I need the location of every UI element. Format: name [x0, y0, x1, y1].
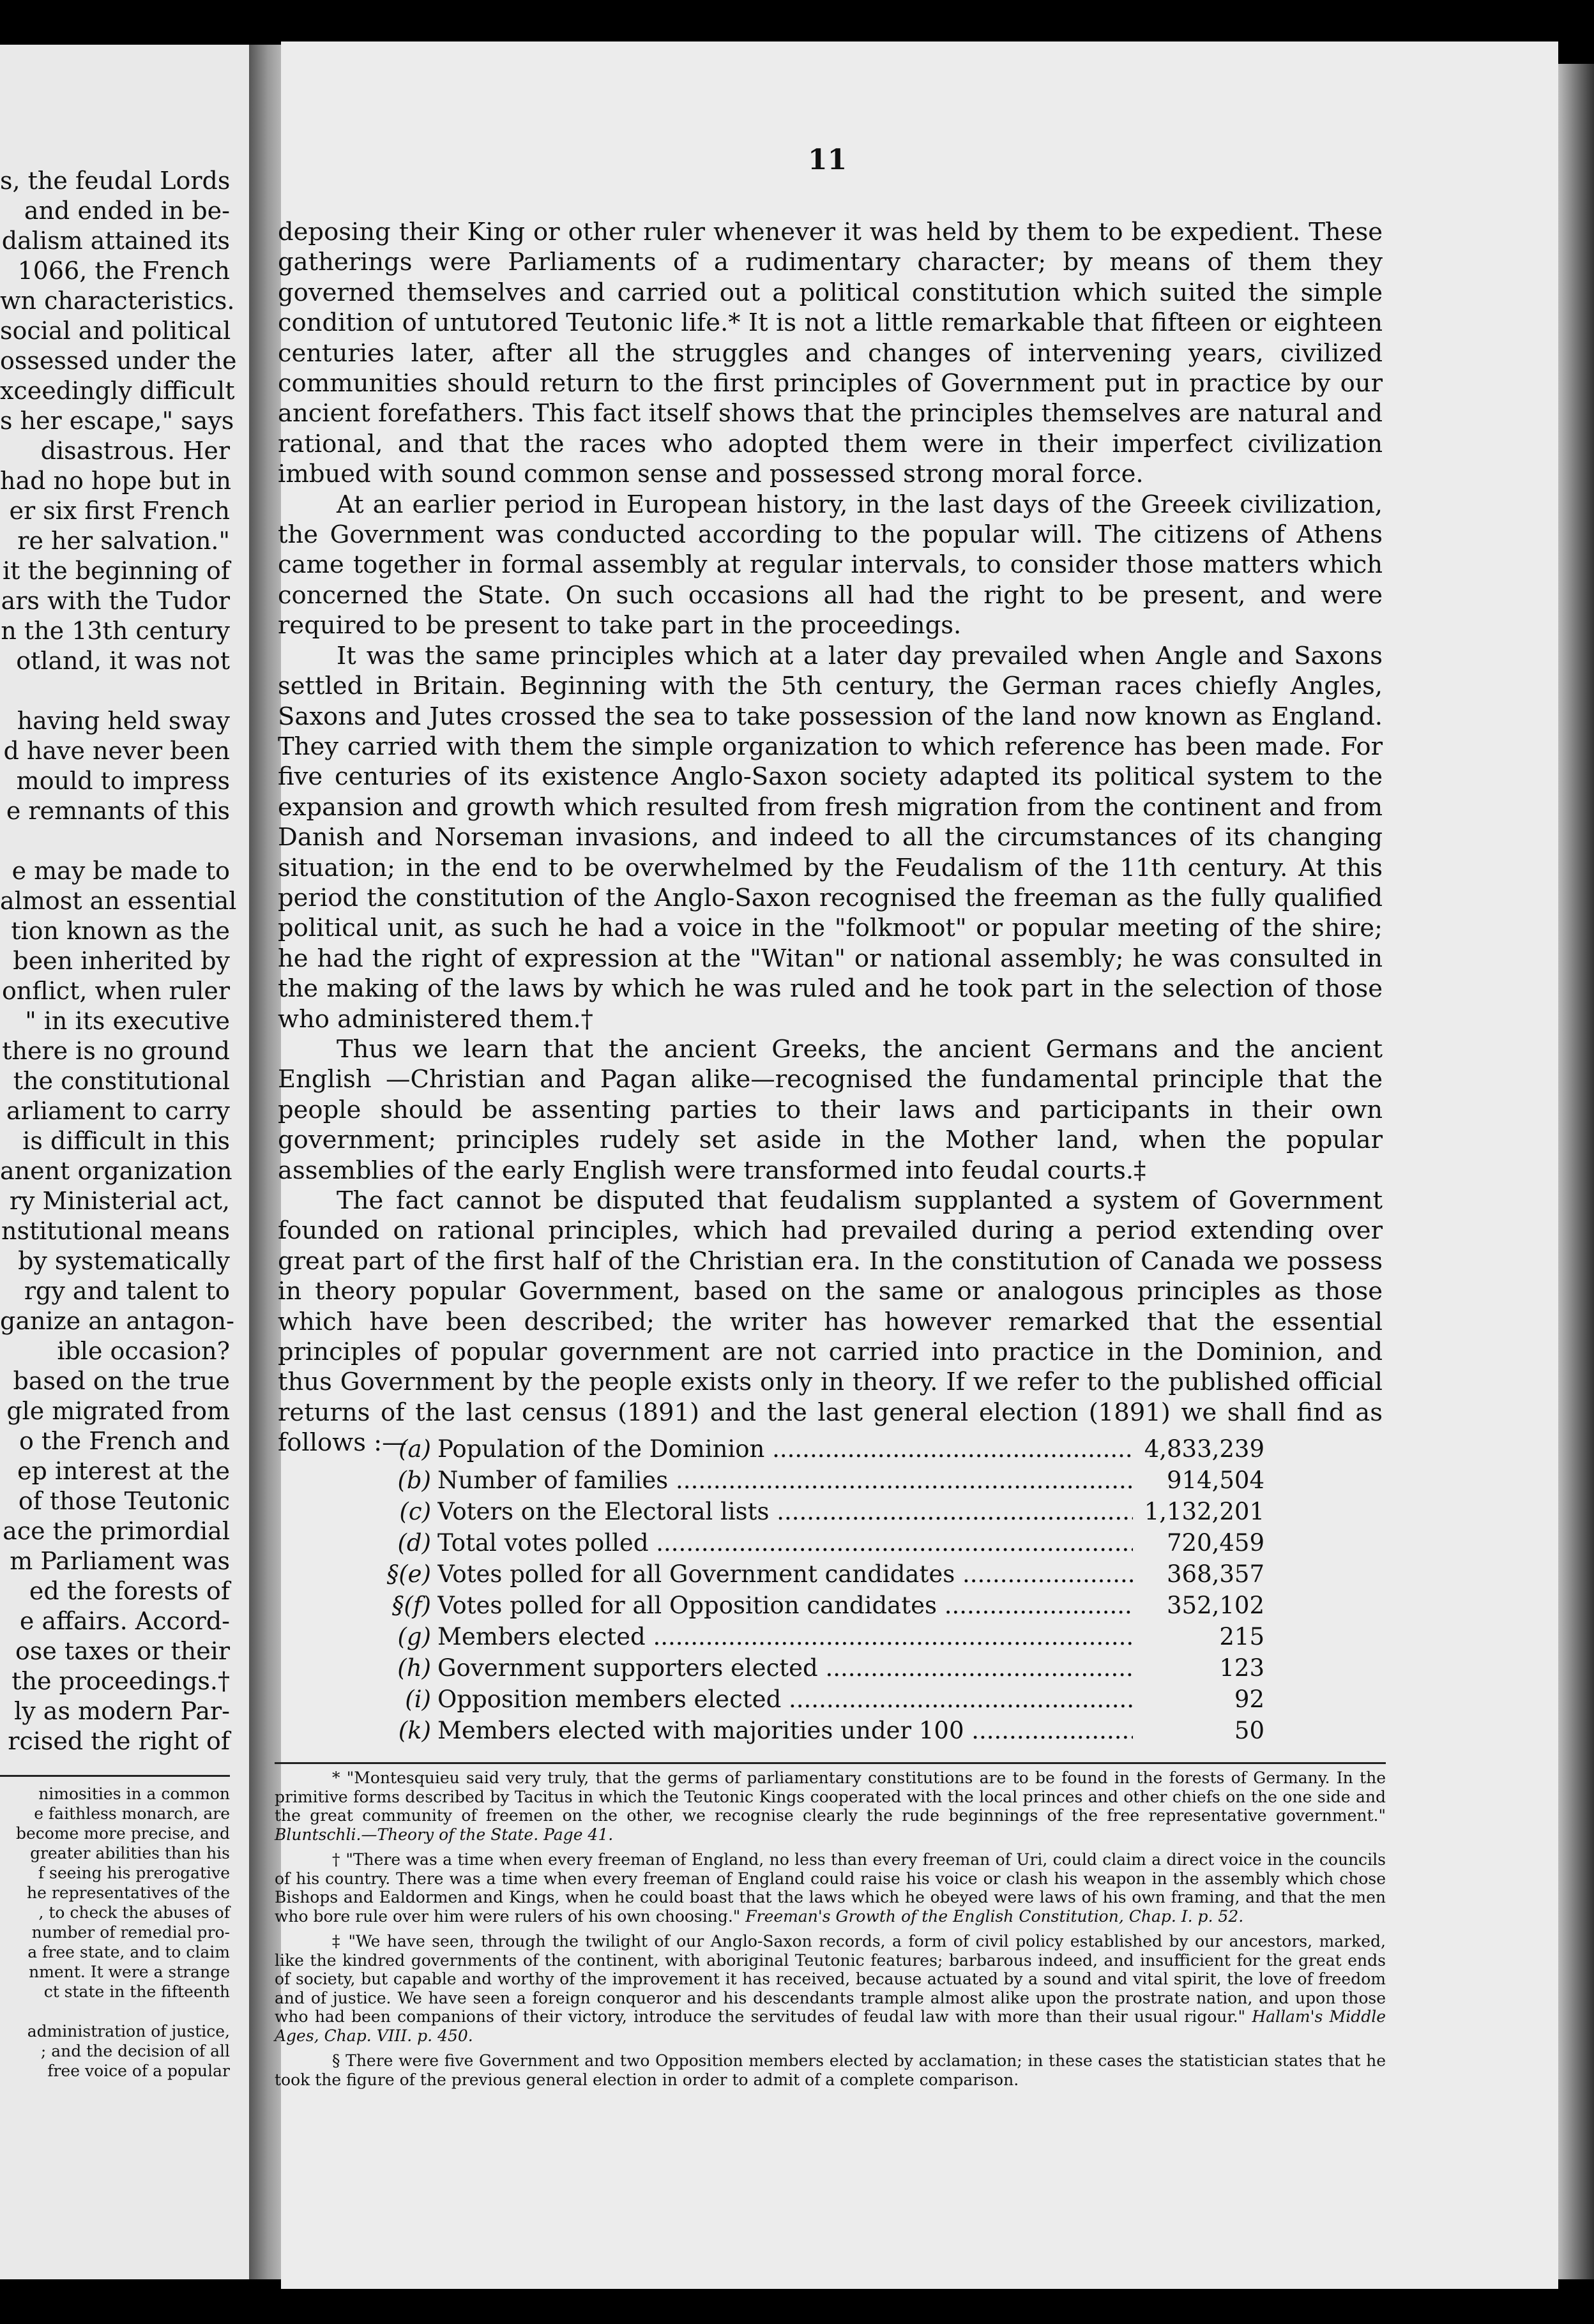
- statistic-value: 720,459: [1166, 1529, 1264, 1557]
- footnote-source: Freeman's Growth of the English Constitution, Chap. I. p. 52.: [745, 1906, 1244, 1926]
- statistic-label: Voters on the Electoral lists .....: [437, 1496, 1133, 1527]
- left-footnote-line: administration of justice,: [27, 2022, 230, 2041]
- footnote: [275, 1932, 1386, 2045]
- paragraph: At an earlier period in European history, in the last days of the Greeek civilization, the Government was conducted according to the popular will. The citizens of Athens came together in formal assembly at regular intervals, to consider those matters which concerned the State. On such occasions all had the right to be present, and were required to be present to take part in the proceedings.: [278, 490, 1383, 640]
- left-page-line: there is no ground: [2, 1037, 230, 1065]
- left-footnote-line: f seeing his prerogative: [38, 1864, 230, 1882]
- left-page-line: the proceedings.†: [11, 1667, 230, 1695]
- statistic-row: [383, 1590, 1264, 1621]
- statistic-marker: §(f): [391, 1592, 431, 1619]
- left-page-line: s her escape," says: [0, 407, 234, 435]
- page-edge: [1558, 64, 1594, 2279]
- left-page-line: had no hope but in: [0, 467, 231, 495]
- statistic-label: Members elected with majorities under 100 .....: [437, 1715, 1133, 1746]
- statistic-value: 92: [1234, 1686, 1264, 1713]
- paragraph: deposing their King or other ruler whenever it was held by them to be expedient. These gatherings were Parliaments of a rudimentary character; by means of them they governed themselves and carried out a political constitution which suited the simple condition of untutored Teutonic life.* It is not a little remarkable that fifteen or eighteen centuries later, after all the struggles and changes of intervening years, civilized communities should return to the first principles of Government put in practice by our ancient forefathers. This fact itself shows that the principles themselves are natural and rational, and that the races who adopted them were in their imperfect civilization imbued with sound common sense and possessed strong moral force.: [278, 218, 1383, 489]
- statistic-row: [383, 1496, 1264, 1527]
- statistic-label: Votes polled for all Government candidates .....: [437, 1558, 1133, 1590]
- left-page-fragment: [0, 45, 281, 2279]
- left-page-line: been inherited by: [13, 947, 230, 975]
- statistic-value: 352,102: [1166, 1592, 1264, 1619]
- left-page-line: n the 13th century: [1, 617, 230, 645]
- left-page-line: ible occasion?: [57, 1337, 230, 1365]
- statistic-marker: (h): [397, 1654, 431, 1682]
- statistic-label: Opposition members elected .....: [437, 1684, 1133, 1715]
- left-footnote-line: nment. It were a strange: [29, 1963, 230, 1981]
- statistic-label: Number of families .....: [437, 1465, 1133, 1496]
- left-page-line: " in its executive: [25, 1007, 230, 1035]
- left-page-line: arliament to carry: [6, 1097, 230, 1125]
- statistic-row: [383, 1652, 1264, 1684]
- statistic-row: [383, 1715, 1264, 1746]
- left-page-line: almost an essential: [0, 887, 237, 915]
- left-page-line: and ended in be-: [24, 197, 230, 225]
- left-page-line: o the French and: [19, 1427, 230, 1455]
- left-page-line: of those Teutonic: [18, 1487, 230, 1515]
- left-page-line: rgy and talent to: [24, 1277, 230, 1305]
- statistic-label: Total votes polled .....: [437, 1527, 1133, 1558]
- statistic-label: Government supporters elected .....: [437, 1652, 1133, 1684]
- statistic-value: 50: [1234, 1717, 1264, 1744]
- left-page-line: mould to impress: [16, 767, 230, 795]
- statistic-value: 1,132,201: [1144, 1498, 1264, 1525]
- footnote-text: § There were five Government and two Opposition members elected by acclamation; in these cases the statistician states that he took the figure of the previous general election in order to admit of a complete comparison.: [275, 2051, 1386, 2089]
- statistic-row: [383, 1558, 1264, 1590]
- footnote-source: Hallam's Middle Ages, Chap. VIII. p. 450.: [275, 2007, 1386, 2045]
- left-footnote-line: ct state in the fifteenth: [43, 1982, 230, 2001]
- left-footnote-line: become more precise, and: [15, 1824, 230, 1843]
- left-page-line: anent organization: [0, 1157, 232, 1185]
- left-page-line: having held sway: [17, 707, 230, 735]
- statistic-row: [383, 1684, 1264, 1715]
- left-page-line: rcised the right of: [8, 1727, 230, 1755]
- footnote-text: † "There was a time when every freeman of England, no less than every freeman of Uri, could claim a direct voice in the councils of his country. There was a time when every freeman of England could raise his voice or clash his weapon in the assembly which chose Bishops and Ealdormen and Kings, when he could boast that the laws which he obeyed were laws of his own framing, and that the men who bore rule over him were rulers of his own choosing.": [275, 1850, 1386, 1926]
- left-page-line: ace the primordial: [3, 1517, 230, 1545]
- footnote: [275, 1850, 1386, 1926]
- left-page-line: by systematically: [18, 1247, 230, 1275]
- left-page-line: ed the forests of: [29, 1577, 230, 1605]
- statistic-row: [383, 1621, 1264, 1652]
- left-page-line: ose taxes or their: [15, 1637, 230, 1665]
- statistic-marker: (d): [397, 1529, 431, 1557]
- left-footnote-line: a free state, and to claim: [27, 1943, 230, 1961]
- left-footnote-line: greater abilities than his: [30, 1844, 230, 1862]
- statistic-marker: (b): [397, 1467, 431, 1494]
- left-page-line: nstitutional means: [1, 1217, 230, 1245]
- paragraph: The fact cannot be disputed that feudalism supplanted a system of Government founded on rational principles, which had prevailed during a period extending over great part of the first half of the Christian era. In the constitution of Canada we possess in theory popular Government, based on the same or analogous principles as those which have been described; the writer has however remarked that the essential principles of popular government are not carried into practice in the Dominion, and thus Government by the people exists only in theory. If we refer to the published official returns of the last census (1891) and the last general election (1891) we shall find as follows :—: [278, 1186, 1383, 1458]
- footnote-text: * "Montesquieu said very truly, that the germs of parliamentary constitutions are to be found in the forests of Germany. In the primitive forms described by Tacitus in which the Teutonic Kings cooperated with the local princes and other chiefs on the one side and the great community of freemen on the other, we recognise clearly the rude beginnings of the free representative government.": [275, 1769, 1386, 1825]
- left-page-line: e remnants of this: [6, 797, 230, 825]
- left-page-line: dalism attained its: [1, 227, 230, 255]
- left-page-line: ossessed under the: [0, 347, 237, 375]
- paragraph: Thus we learn that the ancient Greeks, the ancient Germans and the ancient English —Christian and Pagan alike—recognised the fundamental principle that the people should be assenting parties to their laws and participants in their own government; principles rudely set aside in the Mother land, when the popular assemblies of the early English were transformed into feudal courts.‡: [278, 1034, 1383, 1185]
- page-number: 11: [808, 144, 847, 176]
- left-page-line: ep interest at the: [17, 1457, 230, 1485]
- statistic-marker: (c): [399, 1498, 431, 1525]
- statistic-value: 123: [1219, 1654, 1264, 1682]
- left-page-line: 1066, the French: [17, 257, 230, 285]
- left-page-line: ly as modern Par-: [14, 1697, 230, 1725]
- left-footnote-line: free voice of a popular: [47, 2062, 230, 2080]
- footnotes: [275, 1769, 1386, 2095]
- left-page-line: tion known as the: [11, 917, 230, 945]
- left-page-line: xceedingly difficult: [0, 377, 235, 405]
- left-page-line: ars with the Tudor: [1, 587, 230, 615]
- statistic-label: Members elected .....: [437, 1621, 1133, 1652]
- left-page-line: re her salvation.": [17, 527, 230, 555]
- statistic-value: 4,833,239: [1144, 1435, 1264, 1463]
- left-footnote-line: nimosities in a common: [38, 1784, 230, 1803]
- left-footnote-divider: [0, 1775, 230, 1777]
- statistic-value: 215: [1219, 1623, 1264, 1650]
- left-page-line: gle migrated from: [6, 1397, 230, 1425]
- left-page-line: disastrous. Her: [40, 437, 230, 465]
- left-page-line: ganize an antagon-: [0, 1307, 234, 1335]
- left-page-line: wn characteristics.: [0, 287, 235, 315]
- left-page-line: m Parliament was: [10, 1547, 230, 1575]
- footnote: [275, 1769, 1386, 1844]
- footnote-divider: [275, 1762, 1386, 1764]
- left-footnote-line: ; and the decision of all: [40, 2042, 230, 2060]
- paragraph: It was the same principles which at a later day prevailed when Angle and Saxons settled in Britain. Beginning with the 5th century, the German races chiefly Angles, Saxons and Jutes crossed the sea to take possession of the land now known as England. They carried with them the simple organization to which reference has been made. For five centuries of its existence Anglo-Saxon society adapted its political system to the expansion and growth which resulted from fresh migration from the continent and from Danish and Norseman invasions, and indeed to all the circumstances of its changing situation; in the end to be overwhelmed by the Feudalism of the 11th century. At this period the constitution of the Anglo-Saxon recognised the freeman as the fully qualified political unit, as such he had a voice in the "folkmoot" or popular meeting of the shire; he had the right of expression at the "Witan" or national assembly; he was consulted in the making of the laws by which he was ruled and he took part in the selection of those who administered them.†: [278, 641, 1383, 1034]
- statistic-marker: (i): [405, 1686, 431, 1713]
- footnote-text: ‡ "We have seen, through the twilight of our Anglo-Saxon records, a form of civil policy established by our ancestors, marked, like the kindred governments of the continent, with aboriginal Teutonic features; barbarous indeed, and insufficient for the great ends of society, but capable and worthy of the improvement it has received, because actuated by a sound and vital spirit, the love of freedom and of justice. We have seen a foreign conqueror and his descendants trample almost alike upon the prostrate nation, and upon those who had been companions of their victory, introduce the servitudes of feudal law with more than their usual rigour.": [275, 1932, 1386, 2026]
- left-page-line: otland, it was not: [16, 647, 230, 675]
- footnote-source: Bluntschli.—Theory of the State. Page 41.: [275, 1825, 614, 1844]
- left-footnote-line: number of remedial pro-: [31, 1923, 230, 1942]
- left-page-line: based on the true: [13, 1367, 230, 1395]
- left-footnote-line: , to check the abuses of: [38, 1903, 230, 1922]
- left-page-line: it the beginning of: [2, 557, 230, 585]
- footnote: [275, 2051, 1386, 2089]
- left-page-line: d have never been: [3, 737, 230, 765]
- left-page-line: onflict, when ruler: [1, 977, 230, 1005]
- left-page-line: social and political: [0, 317, 231, 345]
- statistic-row: [383, 1433, 1264, 1465]
- statistic-label: Votes polled for all Opposition candidates .....: [437, 1590, 1133, 1621]
- left-page-line: is difficult in this: [22, 1127, 230, 1155]
- left-footnote-line: he representatives of the: [27, 1883, 230, 1902]
- statistic-label: Population of the Dominion .....: [437, 1433, 1133, 1465]
- statistic-value: 914,504: [1166, 1467, 1264, 1494]
- statistic-marker: (k): [398, 1717, 431, 1744]
- statistic-marker: §(e): [386, 1560, 431, 1588]
- body-text: [278, 217, 1383, 1458]
- statistic-marker: (g): [397, 1623, 431, 1650]
- left-page-line: ry Ministerial act,: [9, 1187, 230, 1215]
- left-footnote-line: e faithless monarch, are: [34, 1804, 230, 1823]
- statistic-value: 368,357: [1166, 1560, 1264, 1588]
- statistics-list: [383, 1433, 1264, 1746]
- statistic-row: [383, 1465, 1264, 1496]
- left-page-line: e affairs. Accord-: [19, 1607, 230, 1635]
- left-page-line: s, the feudal Lords: [0, 167, 231, 195]
- left-page-line: e may be made to: [11, 857, 230, 885]
- statistic-marker: (a): [398, 1435, 431, 1463]
- statistic-row: [383, 1527, 1264, 1558]
- left-page-line: er six first French: [9, 497, 230, 525]
- left-page-line: the constitutional: [13, 1067, 230, 1095]
